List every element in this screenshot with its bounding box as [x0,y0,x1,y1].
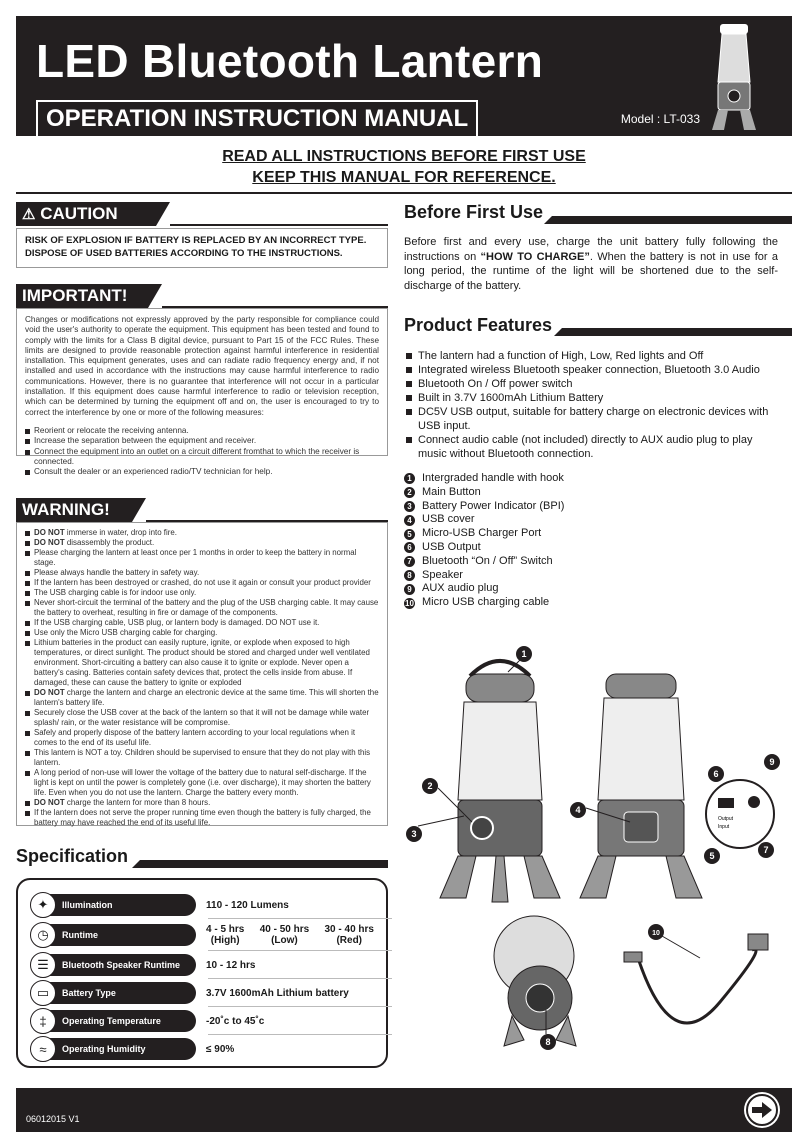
svg-text:10: 10 [652,930,660,937]
list-item: Integrated wireless Bluetooth speaker connection, Bluetooth 3.0 Audio [404,363,780,377]
warning-heading: WARNING! [16,498,132,522]
list-item: DC5V USB output, suitable for battery charge on electronic devices with USB input. [404,405,780,433]
warning-item: A long period of non-use will lower the voltage of the battery due to natural self-discharge. If the light is kept on until the power is completely gone (i.e. over discharge), it may shorten the battery life. Even when you do not use the lantern. Charge the battery every month. [25,768,379,798]
warning-list [25,528,379,828]
humidity-icon: ≈ [30,1036,56,1062]
svg-text:7: 7 [763,845,769,855]
warning-item: Use only the Micro USB charging cable for charging. [25,628,379,638]
interference-measures [25,426,379,477]
usb-cable-figure [624,934,768,1023]
flashlight-icon: ✦ [30,892,56,918]
warning-item: Lithium batteries in the product can easily rupture, ignite, or explode when exposed to high temperatures, or direct sunlight. The product should be stored and charged under well ventilated environment. Short-circuiting a battery can also cause it to ignite or explode. Never open a battery's casing. Batteries contain safety devices that, protect the cells inside from abuse. If damaged, these can cause the battery to ignite or exploded [25,638,379,688]
spec-row-illumination: ✦ Illumination 110 - 120 Lumens [30,892,380,918]
svg-text:3: 3 [411,829,417,839]
part-number-badge: 3 [404,501,415,512]
part-item: 5 Micro-USB Charger Port [404,527,764,541]
before-first-use-text: Before first and every use, charge the unit battery fully following the instructions on “HOW TO CHARGE”. When the battery is not in use for a long period, the runtime of the light will be shortened due to the self-discharge of the battery. [404,236,778,292]
part-item: 1 Intergraded handle with hook [404,472,764,486]
product-features-rule [554,328,792,336]
warning-item: Safely and properly dispose of the battery lantern according to your local regulations when it comes to the end of its useful life. [25,728,379,748]
warning-item: Please charging the lantern at least once per 1 months in order to keep the battery in normal stage. [25,548,379,568]
document-code: 06012015 V1 [26,1114,80,1124]
specification-table [16,878,388,1068]
list-item: Increase the separation between the equipment and receiver. [25,436,379,446]
page-title: LED Bluetooth Lantern [36,35,544,87]
caution-text: RISK OF EXPLOSION IF BATTERY IS REPLACED BY AN INCORRECT TYPE. DISPOSE OF USED BATTERIES ACCORDING TO THE INSTRUCTIONS. [16,228,388,268]
model-number: Model : LT-033 [620,112,700,126]
input-port-label: Input [718,824,730,830]
important-heading: IMPORTANT! [16,284,148,308]
warning-box [16,522,388,826]
part-item: 6 USB Output [404,541,764,555]
svg-text:1: 1 [521,649,527,659]
product-features-heading: Product Features [404,315,553,335]
important-box [16,308,388,477]
warning-item: DO NOT disassembly the product. [25,538,379,548]
spec-row-bluetooth-runtime: ☰ Bluetooth Speaker Runtime 10 - 12 hrs [30,952,380,978]
part-number-badge: 4 [404,515,415,526]
svg-text:6: 6 [713,769,719,779]
clock-icon: ◷ [30,922,56,948]
lantern-front-figure [440,661,560,902]
part-number-badge: 7 [404,556,415,567]
warning-item: If the lantern has been destroyed or crashed, do not use it again or consult your product provider [25,578,379,588]
next-page-button[interactable] [746,1094,778,1126]
thermometer-icon: ‡ [30,1008,56,1034]
spec-row-operating-humidity: ≈ Operating Humidity ≤ 90% [30,1036,380,1062]
caution-heading: ⚠ CAUTION [16,202,156,226]
header-divider [16,192,792,194]
read-all-notice: READ ALL INSTRUCTIONS BEFORE FIRST USE KEEP THIS MANUAL FOR REFERENCE. [222,148,586,186]
warning-item: Never short-circuit the terminal of the battery and the plug of the USB charging cable. It may cause the battery to overheat, resulting in fire or damage of the components. [25,598,379,618]
list-item: Bluetooth On / Off power switch [404,377,780,391]
part-item: 2 Main Button [404,486,764,500]
before-first-use-rule [544,216,792,224]
parts-list [404,472,764,610]
part-number-badge: 6 [404,542,415,553]
specification-rule [132,860,388,868]
part-item: 7 Bluetooth “On / Off” Switch [404,555,764,569]
warning-triangle-icon: ⚠ [22,206,36,223]
feature-list [404,349,780,461]
page-subtitle: OPERATION INSTRUCTION MANUAL [36,100,478,138]
warning-item: If the lantern does not serve the proper running time even though the battery is fully charged, the battery may have reached the end of its useful life. [25,808,379,828]
warning-item: This lantern is NOT a toy. Children should be supervised to ensure that they do not play with this lantern. [25,748,379,768]
part-number-badge: 10 [405,598,414,608]
list-item: Connect audio cable (not included) directly to AUX audio plug to play music without Bluetooth connection. [404,433,780,461]
part-item: 8 Speaker [404,569,764,583]
list-item: The lantern had a function of High, Low, Red lights and Off [404,349,780,363]
list-item: Consult the dealer or an experienced radio/TV technician for help. [25,467,379,477]
arrow-right-icon [752,1102,772,1118]
lantern-hero-icon [710,22,758,132]
part-item: 9 AUX audio plug [404,582,764,596]
part-item: 3 Battery Power Indicator (BPI) [404,500,764,514]
part-item: 4 USB cover [404,513,764,527]
warning-item: The USB charging cable is for indoor use only. [25,588,379,598]
spec-row-operating-temperature: ‡ Operating Temperature -20˚c to 45˚c [30,1008,380,1034]
battery-icon: ▭ [30,980,56,1006]
svg-text:9: 9 [769,757,775,767]
header-banner [16,16,792,136]
list-item: Reorient or relocate the receiving antenna. [25,426,379,436]
warning-item: Securely close the USB cover at the back of the lantern so that it will not be damage while water splash/ rain, or the water resistance will be compromise. [25,708,379,728]
bluetooth-icon: ☰ [30,952,56,978]
lantern-bottom-figure [494,916,576,1046]
spec-row-runtime: ◷ Runtime 4 - 5 hrs (High) 40 - 50 hrs (Low) 30 - 40 hrs (Red) [30,922,380,948]
lantern-back-figure [580,674,774,898]
part-number-badge: 1 [404,473,415,484]
part-item: 10 Micro USB charging cable [405,596,550,609]
svg-text:8: 8 [545,1037,551,1047]
before-first-use-heading: Before First Use [404,202,544,222]
part-number-badge: 9 [404,584,415,595]
list-item: Built in 3.7V 1600mAh Lithium Battery [404,391,780,405]
fcc-statement: Changes or modifications not expressly approved by the party responsible for compliance could void the user's authority to operate the equipment. This equipment has been tested and found to comply with the limits for a Class B digital device, pursuant to Part 15 of the FCC Rules. These limits are designed to provide reasonable protection against harmful interference in residential installation. This equipment generates, uses and can radiate radio frequency energy and, if not installed and used in accordance with the instructions may cause harmful interference to radio communications. However, there is no guarantee that interference will not occur in a particular installation. If this equipment does cause harmful interference to radio or television reception, which can be determined by turning the equipment off and on, the user is encouraged to try to correct the interference by one or more of the following measures: [25,315,379,417]
spec-row-battery-type: ▭ Battery Type 3.7V 1600mAh Lithium battery [30,980,380,1006]
svg-text:5: 5 [709,851,715,861]
part-number-badge: 8 [404,570,415,581]
part-number-badge: 2 [404,487,415,498]
part-number-badge: 5 [404,529,415,540]
warning-item: Please always handle the battery in safety way. [25,568,379,578]
caution-rule [170,224,388,226]
runtime-modes: 4 - 5 hrs (High) 40 - 50 hrs (Low) 30 - 40 hrs (Red) [206,924,374,946]
warning-item: DO NOT charge the lantern and charge an electronic device at the same time. This will shorten the lantern's battery life. [25,688,379,708]
warning-item: DO NOT charge the lantern for more than 8 hours. [25,798,379,808]
warning-item: If the USB charging cable, USB plug, or lantern body is damaged. DO NOT use it. [25,618,379,628]
list-item: Connect the equipment into an outlet on a circuit different fromthat to which the receiver is connected. [25,447,379,468]
warning-item: DO NOT immerse in water, drop into fire. [25,528,379,538]
footer-bar [16,1088,792,1132]
svg-text:4: 4 [575,805,581,815]
output-port-label: Output [718,816,734,822]
specification-heading: Specification [16,846,129,866]
svg-text:2: 2 [427,781,433,791]
product-diagram [400,636,792,1076]
